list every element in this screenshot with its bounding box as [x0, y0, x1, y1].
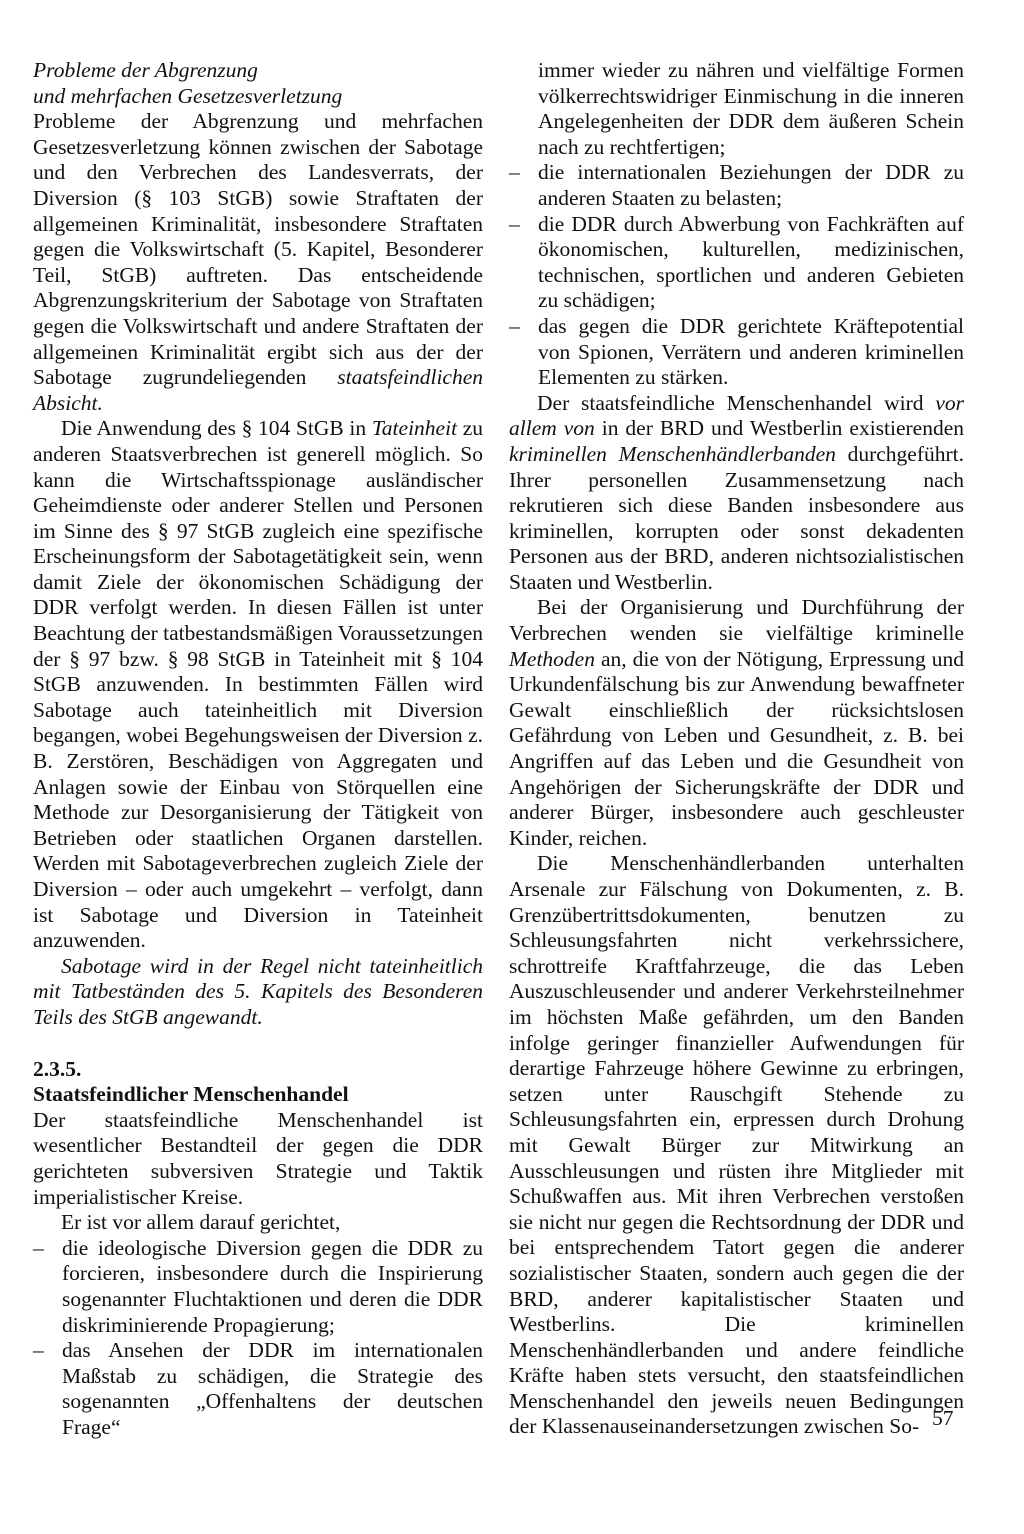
paragraph-text: zu anderen Staatsverbrechen ist generell möglich. So kann die Wirtschaftsspionage ausländischer Geheimdienste oder anderer Stellen und Personen im Sinne des § 97 StGB zugleich eine spezifische Erscheinungsform der Sabotagetätigkeit sein, wenn damit Ziele der ökonomischen Schädigung der DDR verfolgt werden. In diesen Fällen ist unter Beachtung der tatbestandsmäßigen Voraussetzungen der § 97 bzw. § 98 StGB in Tateinheit mit § 104 StGB anzuwenden. In bestimmten Fällen wird Sabotage auch tateinheitlich mit Diversion begangen, wobei Begehungsweisen der Diversion z. B. Zerstören, Beschädigen von Aggregaten und Anlagen sowie der Einbau von Störquellen eine Methode zur Desorganisierung der Tätigkeit von Betrieben oder staatlichen Organen darstellen. Werden mit Sabotageverbrechen zugleich Ziele der Diversion – oder auch umgekehrt – verfolgt, dann ist Sabotage und Diversion in Tateinheit anzuwenden. [33, 416, 484, 953]
left-column [33, 58, 483, 1440]
emphasis-text: Tateinheit [371, 416, 458, 441]
paragraph-abgrenzung [33, 109, 483, 416]
emphasis-text: vor allem von [509, 390, 964, 441]
page-number: 57 [932, 1406, 954, 1430]
paragraph-directed: Er ist vor allem darauf gerichtet, [61, 1210, 341, 1235]
paragraph-text: Bei der Organisierung und Durchführung der Verbrechen wenden sie vielfältige kriminelle [509, 595, 964, 646]
paragraph-intro: Der staatsfeindliche Menschenhandel ist wesentlicher Bestandteil der gegen die DDR gerichteten subversiven Strategie und Taktik imperialistischer Kreise. [33, 1107, 483, 1209]
section-number: 2.3.5. [33, 1056, 82, 1081]
list-item-continuation: immer wieder zu nähren und vielfältige Formen völkerrechtswidriger Einmischung in die inneren Angelegenheiten der DDR dem äußeren Schein nach zu rechtfertigen; [538, 58, 964, 159]
paragraph-banden [509, 391, 964, 596]
dash-list-right [509, 160, 964, 390]
dash-list-left [33, 1236, 483, 1441]
paragraph-text: Der staatsfeindliche Menschenhandel wird [537, 390, 924, 415]
subsection-title-line-1: Probleme der Abgrenzung [33, 58, 258, 82]
paragraph-italic-note: Sabotage wird in der Regel nicht tateinheitlich mit Tatbeständen des 5. Kapitels des Besonderen Teils des StGB angewandt. [33, 953, 483, 1029]
paragraph-methoden [509, 595, 964, 851]
emphasis-text: Methoden [509, 646, 595, 671]
emphasis-text: staatsfeindlichen Absicht. [33, 365, 483, 415]
paragraph-tateinheit [33, 416, 483, 953]
paragraph-text: an, die von der Nötigung, Erpressung und Urkundenfälschung bis zur Anwendung bewaffneter Gewalt einschließlich der rücksichtslosen Gefährdung von Leben und Gesundheit, z. B. bei Angriffen auf das Leben und die Gesundheit von Angehörigen der Sicherungskräfte der DDR und anderer Bürger, insbesondere auch geschleuster Kinder, reichen. [509, 646, 965, 850]
list-item: – das gegen die DDR gerichtete Kräftepotential von Spionen, Verrätern und anderen kriminellen Elementen zu stärken. [509, 314, 964, 391]
list-item: – die ideologische Diversion gegen die DDR zu forcieren, insbesondere durch die Inspirierung sogenannter Fluchtaktionen und deren die DDR diskriminierende Propagierung; [33, 1236, 483, 1338]
list-item: – die DDR durch Abwerbung von Fachkräften auf ökonomischen, kulturellen, medizinischen, technischen, sportlichen und anderen Gebieten zu schädigen; [509, 212, 964, 314]
section-title: Staatsfeindlicher Menschenhandel [33, 1082, 349, 1107]
subsection-title-line-2: und mehrfachen Gesetzesverletzung [33, 83, 343, 108]
paragraph-text: in der BRD und Westberlin existierenden [601, 416, 965, 441]
paragraph-text: Probleme der Abgrenzung und mehrfachen Gesetzesverletzung können zwischen der Sabotage und den Verbrechen des Landesverrats, der Diversion (§ 103 StGB) sowie Straftaten der allgemeinen Kriminalität, insbesondere Straftaten gegen die Volkswirtschaft (5. Kapitel, Besonderer Teil, StGB) auftreten. Das entscheidende Abgrenzungskriterium der Sabotage von Straftaten gegen die Volkswirtschaft und andere Straftaten der allgemeinen Kriminalität ergibt sich aus der der Sabotage zugrundeliegenden [33, 109, 483, 390]
list-item: – das Ansehen der DDR im internationalen Maßstab zu schädigen, die Strategie des sogenannten „Offenhaltens der deutschen Frage“ [33, 1338, 483, 1440]
right-column [509, 58, 964, 1440]
paragraph-arsenale: Die Menschenhändlerbanden unterhalten Arsenale zur Fälschung von Dokumenten, z. B. Grenzübertrittsdokumenten, benutzen zu Schleusungsfahrten nicht verkehrssichere, schrottreife Kraftfahrzeuge, die das Leben Auszuschleusender und anderer Verkehrsteilnehmer im höchsten Maße gefährden, um den Banden infolge geringer finanzieller Aufwendungen für derartige Fahrzeuge höhere Gewinne zu erbringen, setzen unter Rauschgift Stehende zu Schleusungsfahrten ein, erpressen durch Drohung mit Gewalt Bürger zur Mitwirkung an Ausschleusungen und rüsten ihre Mitglieder mit Schußwaffen aus. Mit ihren Verbrechen verstoßen sie nicht nur gegen die Rechtsordnung der DDR und bei entsprechendem Tatort gegen die anderer sozialistischer Staaten, sondern auch gegen die der BRD, anderer kapitalistischer Staaten und Westberlins. Die kriminellen Menschenhändlerbanden und andere feindliche Kräfte haben stets versucht, den staatsfeindlichen Menschenhandel den jeweils neuen Bedingungen der Klassenauseinandersetzungen zwischen So- [509, 851, 964, 1439]
paragraph-text: Die Anwendung des § 104 StGB in [61, 416, 367, 441]
emphasis-text: kriminellen Menschenhändlerbanden [509, 441, 836, 466]
paragraph-text: durchgeführt. Ihrer personellen Zusammensetzung nach rekrutieren sich diese Banden insbesondere aus kriminellen, korrupten oder sonst dekadenten Personen aus der BRD, anderen nichtsozialistischen Staaten und Westberlin. [509, 441, 965, 594]
list-item: – die internationalen Beziehungen der DDR zu anderen Staaten zu belasten; [509, 160, 964, 211]
